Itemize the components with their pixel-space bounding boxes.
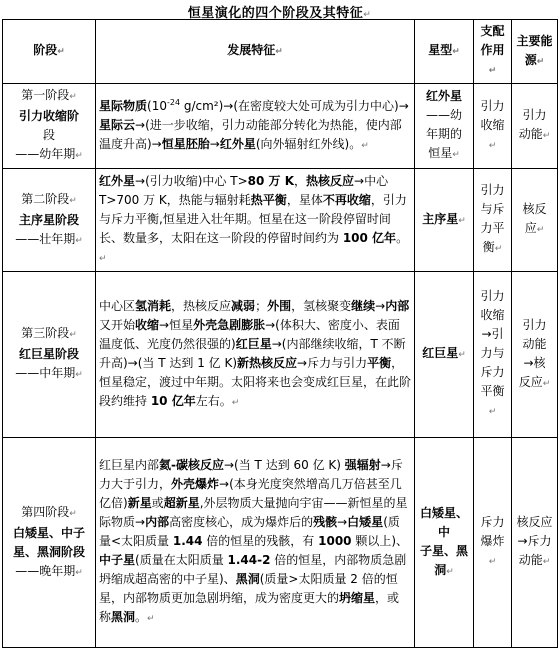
features-cell: 星际物质($10^{-24}$ g/cm²)→(在密度较大处可成为引力中心)→星际云→(进一步收缩，引力动能部分转化为热能，使内部温度升高)→恒星胚胎→红外星(向外辐射红外线)。↵ — [96, 84, 415, 169]
dominant-force-cell: 斥力 爆炸↵ — [474, 438, 512, 648]
star-type-cell: 白矮星、中 子星、黑洞↵ — [415, 438, 474, 648]
table-row — [3, 169, 558, 272]
table-row — [3, 438, 558, 648]
header-features: 发展特征↵ — [96, 20, 415, 84]
features-cell: 红巨星内部氦-碳核反应→(当 T 达到 60 亿 K) 强辐射→斥力大于引力，外壳爆炸→(本身光度突然增高几万倍甚至几亿倍)新星或超新星,外层物质大量抛向宇宙——新恒星的星际物质→内部高密度核心，成为爆炸后的残骸→白矮星(质量<太阳质量 1.44 倍的恒星的残骸，有 1000 颗以上)、中子星(质量在太阳质量 1.44-2 倍的恒星，内部物质急剧坍缩成超高密的中子星)、黑洞(质量>太阳质量 2 倍的恒星，内部物质更加急剧坍缩，成为密度更大的坍缩星，或称黑洞。↵ — [96, 438, 415, 648]
header-star-type: 星型↵ — [415, 20, 474, 84]
stage-cell: 第四阶段↵ 白矮星、中子 星、黑洞阶段 ——晚年期↵ — [3, 438, 96, 648]
energy-cell: 核反应 →斥力 动能↵ — [512, 438, 558, 648]
table-row — [3, 84, 558, 169]
dominant-force-cell: 引力 与斥 力平 衡↵ — [474, 169, 512, 272]
stage-cell: 第二阶段↵ 主序星阶段 ——壮年期↵ — [3, 169, 96, 272]
star-type-cell: 红外星 ——幼 年期的 恒星↵ — [415, 84, 474, 169]
paragraph-mark: ↵ — [363, 10, 372, 20]
stage-cell: 第一阶段↵ 引力收缩阶 段 ——幼年期↵ — [3, 84, 96, 169]
stage-cell: 第三阶段↵ 红巨星阶段 ——中年期↵ — [3, 272, 96, 438]
title-text: 恒星演化的四个阶段及其特征 — [187, 6, 364, 21]
header-dominant-force: 支配 作用↵ — [474, 20, 512, 84]
dominant-force-cell: 引力 收缩 →引 力与 斥力 平衡↵ — [474, 272, 512, 438]
table-row — [3, 272, 558, 438]
energy-cell: 引力 动能 →核 反应↵ — [512, 272, 558, 438]
energy-cell: 核反 应↵ — [512, 169, 558, 272]
features-cell: 红外星→(引力收缩)中心 T>80 万 K，热核反应→中心 T>700 万 K，热能与辐射耗热平衡，星体不再收缩，引力与斥力平衡,恒星进入壮年期。恒星在这一阶段停留时间长、数量多，太阳在这一阶段的停留时间约为 100 亿年。↵ — [96, 169, 415, 272]
header-stage: 阶段↵ — [3, 20, 96, 84]
features-cell: 中心区氢消耗，热核反应减弱；外围，氢核聚变继续→内部又开始收缩→恒星外壳急剧膨胀→(体积大、密度小、表面温度低、光度仍然很强的)红巨星→(内部继续收缩，T 不断升高)→(当 T 达到 1 亿 K)新热核反应→斥力与引力平衡，恒星稳定，渡过中年期。太阳将来也会变成红巨星，在此阶段约维持 10 亿年左右。↵ — [96, 272, 415, 438]
star-type-cell: 红巨星↵ — [415, 272, 474, 438]
energy-cell: 引力 动能↵ — [512, 84, 558, 169]
header-row — [3, 20, 558, 84]
stellar-evolution-table — [2, 19, 558, 648]
header-main-energy: 主要能 源↵ — [512, 20, 558, 84]
dominant-force-cell: 引力 收缩↵ — [474, 84, 512, 169]
star-type-cell: 主序星↵ — [415, 169, 474, 272]
